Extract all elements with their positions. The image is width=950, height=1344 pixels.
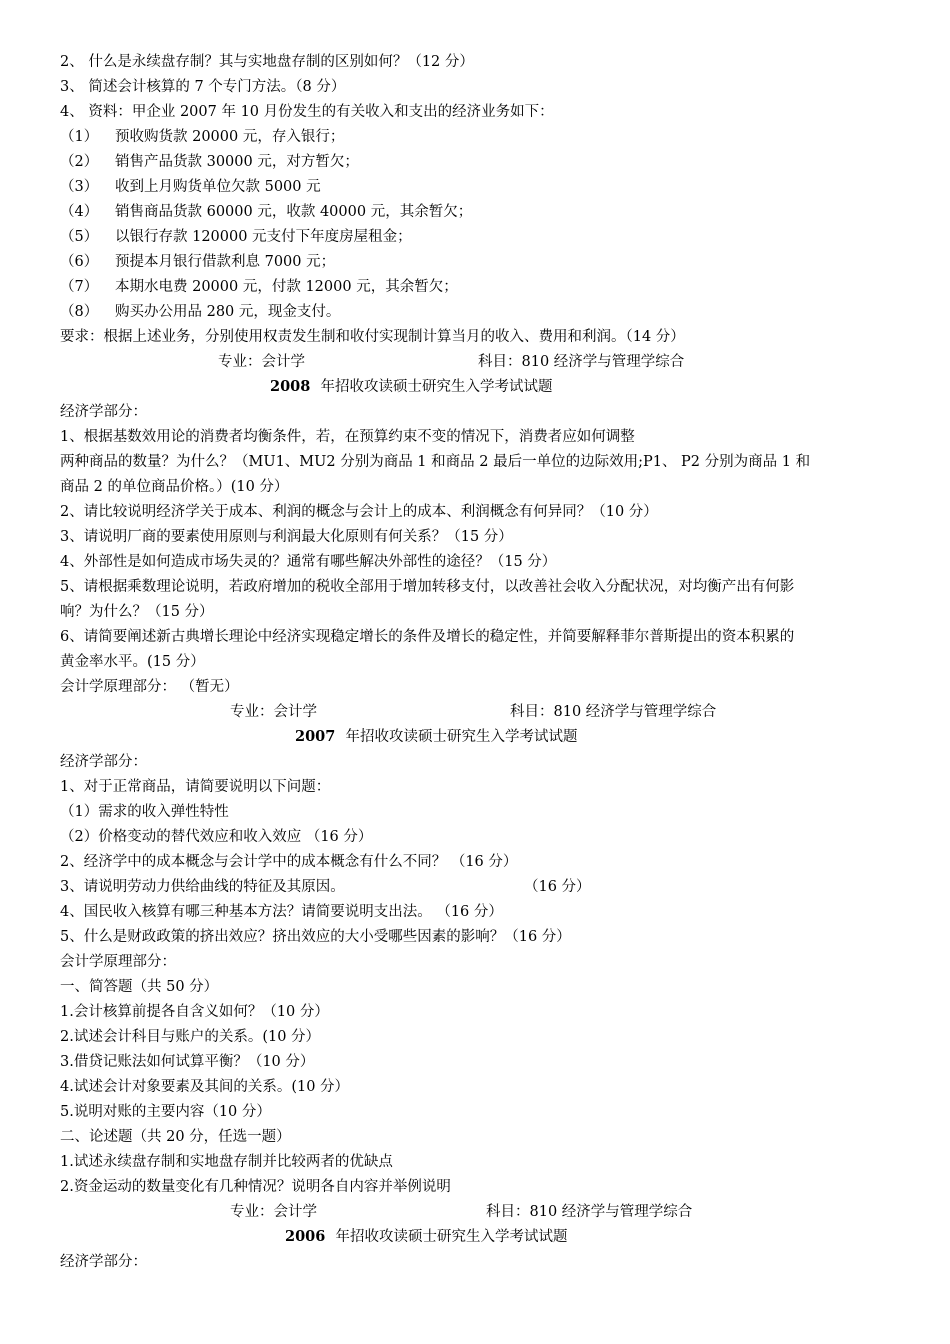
essay-1: 1.试述永续盘存制和实地盘存制并比较两者的优缺点: [60, 1154, 393, 1170]
requirement: 要求：根据上述业务，分别使用权责发生制和收付实现制计算当月的收入、费用和利润。（14 分）: [60, 329, 685, 345]
item-text: 以银行存款 120000 元支付下年度房屋租金；: [115, 229, 412, 245]
question-1: 1、根据基数效用论的消费者均衡条件，若，在预算约束不变的情况下，消费者应如何调整: [60, 429, 635, 445]
item-text: 本期水电费 20000 元，付款 12000 元，其余暂欠；: [115, 279, 458, 295]
question-1-cont: 商品 2 的单位商品价格。）(10 分）: [60, 479, 289, 495]
subject-label: 科目：810 经济学与管理学综合: [486, 1204, 693, 1220]
item-text: 销售产品货款 30000 元，对方暂欠；: [115, 154, 359, 170]
item-number: （7）: [60, 279, 99, 295]
exam-title-text: 年招收攻读硕士研究生入学考试试题: [320, 379, 553, 395]
short-answer-3: 3.借贷记账法如何试算平衡？（10 分）: [60, 1054, 315, 1070]
question-1-part-1: （1）需求的收入弹性特性: [60, 804, 229, 820]
exam-title-text: 年招收攻读硕士研究生入学考试试题: [335, 1229, 568, 1245]
major-label: 专业：会计学: [230, 704, 317, 720]
question-6: 6、请简要阐述新古典增长理论中经济实现稳定增长的条件及增长的稳定性，并简要解释菲尔普斯提出的资本积累的: [60, 629, 795, 645]
exam-title: [270, 377, 552, 399]
question-3: 3、请说明厂商的要素使用原则与利润最大化原则有何关系？（15 分）: [60, 529, 513, 545]
question-5-cont: 响？为什么？（15 分）: [60, 604, 214, 620]
question-5: 5、请根据乘数理论说明，若政府增加的税收全部用于增加转移支付，以改善社会收入分配状况，对均衡产出有何影: [60, 579, 795, 595]
major-label: 专业：会计学: [230, 1204, 317, 1220]
section-heading-economics: 经济学部分：: [60, 404, 147, 420]
exam-title-text: 年招收攻读硕士研究生入学考试试题: [345, 729, 578, 745]
exam-title: [295, 727, 577, 749]
item-number: （4）: [60, 204, 99, 220]
exam-year: 2006: [285, 1228, 326, 1245]
subject-label: 科目：810 经济学与管理学综合: [510, 704, 717, 720]
section-heading-accounting: 会计学原理部分： （暂无）: [60, 679, 239, 695]
section-heading-economics: 经济学部分：: [60, 1254, 147, 1270]
item-number: （6）: [60, 254, 99, 270]
question-1: 1、对于正常商品，请简要说明以下问题：: [60, 779, 331, 795]
question-2: 2、请比较说明经济学关于成本、利润的概念与会计上的成本、利润概念有何异同？（10 分）: [60, 504, 658, 520]
question-1-cont: 两种商品的数量？为什么？（MU1、MU2 分别为商品 1 和商品 2 最后一单位的边际效用;P1、 P2 分别为商品 1 和: [60, 454, 811, 470]
item-text: 销售商品货款 60000 元，收款 40000 元，其余暂欠；: [115, 204, 473, 220]
item-text: 预收购货款 20000 元，存入银行；: [115, 129, 345, 145]
item-text: 收到上月购货单位欠款 5000 元: [115, 179, 321, 195]
question-3-score: （16 分）: [524, 879, 591, 895]
exam-year: 2008: [270, 378, 311, 395]
item-number: （5）: [60, 229, 99, 245]
question-4: 4、外部性是如何造成市场失灵的？通常有哪些解决外部性的途径？（15 分）: [60, 554, 557, 570]
part-heading-short-answer: 一、简答题（共 50 分）: [60, 979, 219, 995]
major-label: 专业：会计学: [218, 354, 305, 370]
part-heading-essay: 二、论述题（共 20 分，任选一题）: [60, 1129, 291, 1145]
short-answer-2: 2.试述会计科目与账户的关系。(10 分）: [60, 1029, 321, 1045]
section-heading-economics: 经济学部分：: [60, 754, 147, 770]
exam-title: [285, 1227, 567, 1249]
question-6-cont: 黄金率水平。(15 分）: [60, 654, 205, 670]
question-5: 5、什么是财政政策的挤出效应？挤出效应的大小受哪些因素的影响？（16 分）: [60, 929, 571, 945]
question-3: 3、 简述会计核算的 7 个专门方法。（8 分）: [60, 79, 346, 95]
item-number: （2）: [60, 154, 99, 170]
short-answer-1: 1.会计核算前提各自含义如何？（10 分）: [60, 1004, 329, 1020]
essay-2: 2.资金运动的数量变化有几种情况？说明各自内容并举例说明: [60, 1179, 451, 1195]
item-number: （3）: [60, 179, 99, 195]
exam-year: 2007: [295, 728, 336, 745]
question-4: 4、国民收入核算有哪三种基本方法？请简要说明支出法。 （16 分）: [60, 904, 503, 920]
question-2: 2、 什么是永续盘存制？其与实地盘存制的区别如何？（12 分）: [60, 54, 474, 70]
item-text: 预提本月银行借款利息 7000 元；: [115, 254, 336, 270]
short-answer-5: 5.说明对账的主要内容（10 分）: [60, 1104, 271, 1120]
item-number: （1）: [60, 129, 99, 145]
question-2: 2、经济学中的成本概念与会计学中的成本概念有什么不同？ （16 分）: [60, 854, 518, 870]
question-3: 3、请说明劳动力供给曲线的特征及其原因。: [60, 879, 345, 895]
subject-label: 科目：810 经济学与管理学综合: [478, 354, 685, 370]
item-number: （8）: [60, 304, 99, 320]
question-4: 4、 资料：甲企业 2007 年 10 月份发生的有关收入和支出的经济业务如下：: [60, 104, 554, 120]
section-heading-accounting: 会计学原理部分：: [60, 954, 176, 970]
question-1-part-2: （2）价格变动的替代效应和收入效应 （16 分）: [60, 829, 373, 845]
short-answer-4: 4.试述会计对象要素及其间的关系。(10 分）: [60, 1079, 350, 1095]
item-text: 购买办公用品 280 元，现金支付。: [115, 304, 341, 320]
